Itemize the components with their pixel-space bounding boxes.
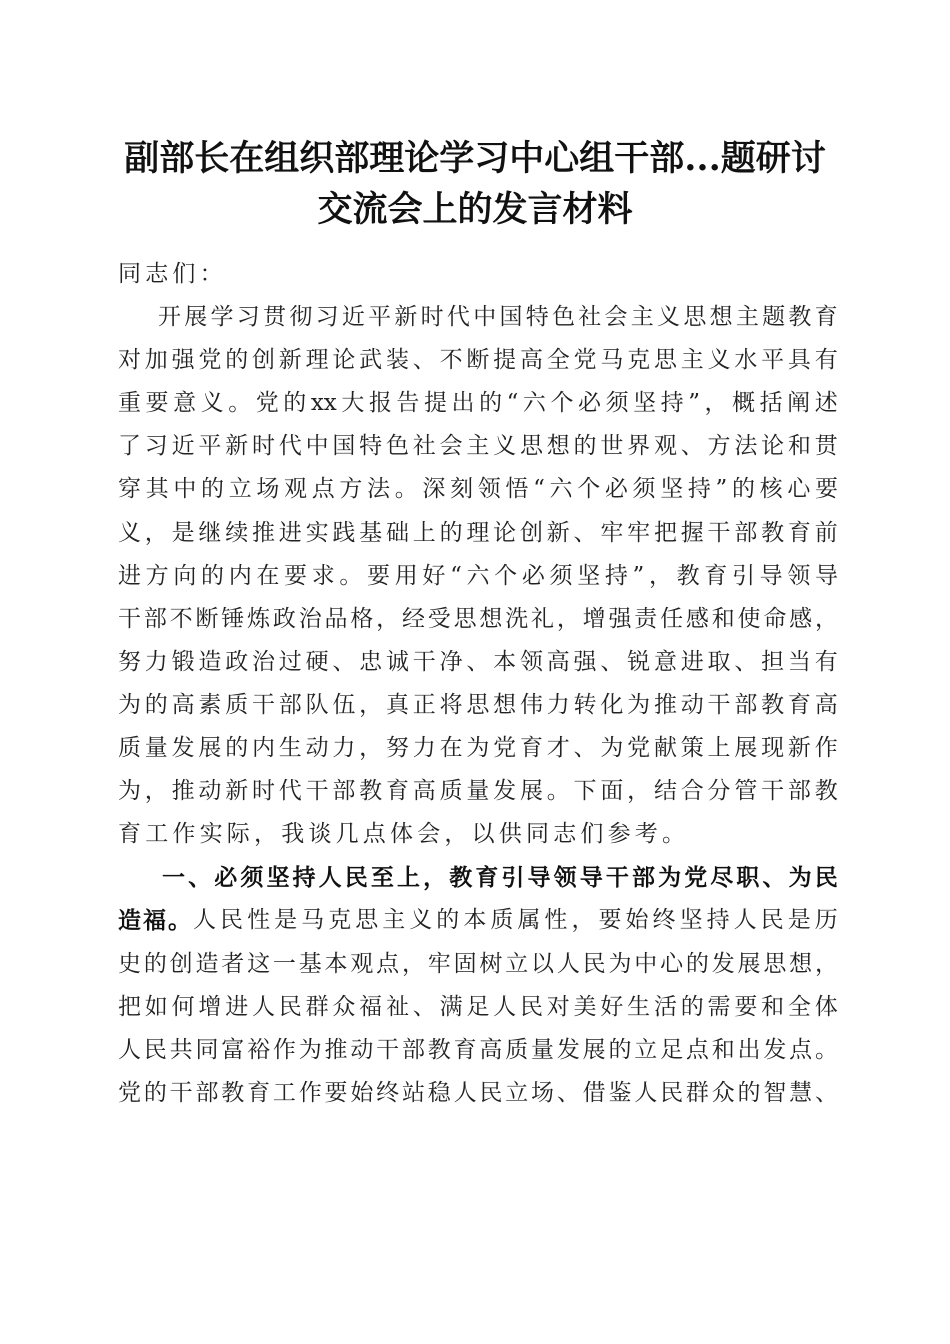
salutation: 同志们： [118,261,227,287]
section-1-line: 人 民 共 同 富 裕 作 为 推 动 干 部 教 育 高 质 量 发 展 的 立 足 点 和 出 发 点 。 [118,1036,838,1063]
paragraph-1-line: 对 加 强 党 的 创 新 理 论 武 装 、 不 断 提 高 全 党 马 克 思 主 义 水 平 具 有 [118,347,838,374]
section-1-heading: 一 、 必 须 坚 持 人 民 至 上 ， 教 育 引 导 领 导 干 部 为 党 尽 职 、 为 民 [162,864,838,892]
section-1-line-2 [118,899,838,942]
paragraph-1-line: 努 力 锻 造 政 治 过 硬 、 忠 诚 干 净 、 本 领 高 强 、 锐 意 进 取 、 担 当 有 [118,648,838,675]
paragraph-1-line: 义 ， 是 继 续 推 进 实 践 基 础 上 的 理 论 创 新 、 牢 牢 把 握 干 部 教 育 前 [118,519,838,546]
paragraph-1-line: 穿 其 中 的 立 场 观 点 方 法 。 深 刻 领 悟 “ 六 个 必 须 坚 持 ” 的 核 心 要 [118,476,838,503]
paragraph-1-line: 了 习 近 平 新 时 代 中 国 特 色 社 会 主 义 思 想 的 世 界 观 、 方 法 论 和 贯 [118,433,838,460]
section-1-line: 把 如 何 增 进 人 民 群 众 福 祉 、 满 足 人 民 对 美 好 生 活 的 需 要 和 全 体 [118,993,838,1020]
paragraph-1-last-line: 育工作实际，我谈几点体会，以供同志们参考。 [118,821,690,848]
paragraph-1-line: 为 ， 推 动 新 时 代 干 部 教 育 高 质 量 发 展 。 下 面 ， 结 合 分 管 干 部 教 [118,778,838,805]
section-1-line: 史 的 创 造 者 这 一 基 本 观 点 ， 牢 固 树 立 以 人 民 为 中 心 的 发 展 思 想 ， [118,950,838,977]
section-1-line: 党 的 干 部 教 育 工 作 要 始 终 站 稳 人 民 立 场 、 借 鉴 人 民 群 众 的 智 慧 、 [118,1079,838,1106]
document-title [100,133,850,235]
paragraph-1-line: 重 要 意 义 。 党 的 xx 大 报 告 提 出 的 “ 六 个 必 须 坚 持 ” ， 概 括 阐 述 [118,390,838,417]
title-line-2: 交流会上的发言材料 [317,189,633,230]
document-body [118,253,838,1115]
paragraph-1-line: 为 的 高 素 质 干 部 队 伍 ， 真 正 将 思 想 伟 力 转 化 为 推 动 干 部 教 育 高 [118,691,838,718]
paragraph-1-line: 进 方 向 的 内 在 要 求 。 要 用 好 “ 六 个 必 须 坚 持 ” ， 教 育 引 导 领 导 [118,562,838,589]
title-line-1: 副部长在组织部理论学习中心组干部...题研讨 [124,138,826,179]
paragraph-1-line: 质 量 发 展 的 内 生 动 力 ， 努 力 在 为 党 育 才 、 为 党 献 策 上 展 现 新 作 [118,735,838,762]
section-1-text: 人 民 性 是 马 克 思 主 义 的 本 质 属 性 ， 要 始 终 坚 持 人 民 是 历 [193,907,838,934]
paragraph-1-line: 开 展 学 习 贯 彻 习 近 平 新 时 代 中 国 特 色 社 会 主 义 思 想 主 题 教 育 [158,304,838,331]
paragraph-1-line: 干 部 不 断 锤 炼 政 治 品 格 ， 经 受 思 想 洗 礼 ， 增 强 责 任 感 和 使 命 感 ， [118,605,838,632]
section-1-heading-end: 造福。 [118,907,193,935]
